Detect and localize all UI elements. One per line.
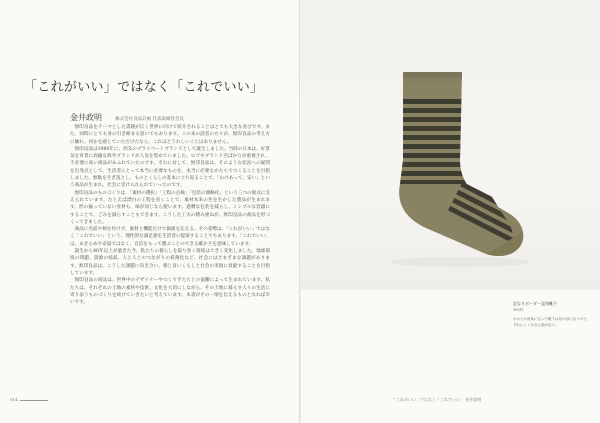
article-title: 「これがいい」ではなく「これでいい」 (24, 80, 264, 95)
folio-rule (20, 400, 48, 401)
caption-price: 390円 (513, 308, 524, 312)
sock-image (300, 0, 600, 290)
body-paragraph: 無印良品の商品は、世界中のデザイナーやつくり手たちとの協働によって生まれています。私たちは、それぞれの土地の素材や技術、文化を大切にしながら、その土地に暮らす人々の生活に寄り添うものづくりを続けていきたいと考えています。本書がその一端を伝えるものとなれば幸いです。 (70, 278, 270, 306)
body-paragraph: 無印良品は1980年に、西友のプライベートブランドとして誕生しました。当時の日本は、好景気を背景に高級な海外ブランドが人気を集めていました。ロゴやブランド名ばかりが重視され、不必要に高い商品があふれていたのです。それに対して、無印良品は、そのような状況への疑問を出発点として、生活者にとって本当に必要なものを、本当に必要なかたちでつくることを目指しました。無駄をそぎ落とし、ものとくらしの基本に立ち返ることで、「わけあって、安い」という商品が生まれ、社会に受け入れられていったのです。 (70, 146, 270, 189)
body-paragraph: 無印良品をテーマとした書籍が広く世界に向けて紹介されることはとても大きな喜びです。また、同時にとても身の引き締まる思いでもあります。この本の読者の方々が、無印良品の考え方に触れ、何かを感じていただけたなら、これほどうれしいことはありません。 (70, 125, 270, 145)
author-name: 金井政明 (70, 113, 102, 122)
body-paragraph: 無印良品のものづくりは、「素材の選択」「工程の点検」「包装の簡略化」という三つの視点に支えられています。たとえば漂白の工程を省くことで、素材本来の色を生かした製品が生まれます。形の揃っていない食材も、味が同じなら使います。過剰な包装を減らし、シンプルな容器にすることで、ごみを減らすこともできます。こうした工夫の積み重ねが、無印良品の商品を形づくってきました。 (70, 190, 270, 225)
body-paragraph: 誕生から40年以上が過ぎた今、私たちの暮らしを取り巻く環境は大きく変化しました。地球環境の問題、資源の枯渇、人と人とのつながりの希薄化など、社会にはさまざまな課題があります。無印良品は、こうした課題に向き合い、感じ良いくらしと社会の実現に貢献することを目指しています。 (70, 249, 270, 276)
article-body (70, 124, 270, 306)
author-line (70, 105, 184, 124)
page-folio-right: 「これがいい」ではなく「これでいい」 金井政明 (392, 397, 482, 402)
body-paragraph: 商品に名前や柄を付けず、素材と機能だけで価値を伝える。その姿勢は、「これがいい」ではなく「これでいい」という、理性的な満足感を生活者に提案することでもあります。「これでいい」は、あきらめや妥協ではなく、自信をもって選ぶことのできる確かさを意味しています。 (70, 227, 270, 247)
caption-title: 足なりボーダー直角靴下 (513, 301, 557, 306)
product-photo (300, 0, 600, 290)
author-role: 株式会社良品計画 代表取締役会長 (115, 117, 185, 122)
page-number: 014 (10, 397, 18, 402)
page-folio-left (10, 397, 50, 402)
caption-description: かかとが直角になった靴下は足の形に沿うので、ずれにくくはき心地が良い。 (513, 317, 590, 327)
